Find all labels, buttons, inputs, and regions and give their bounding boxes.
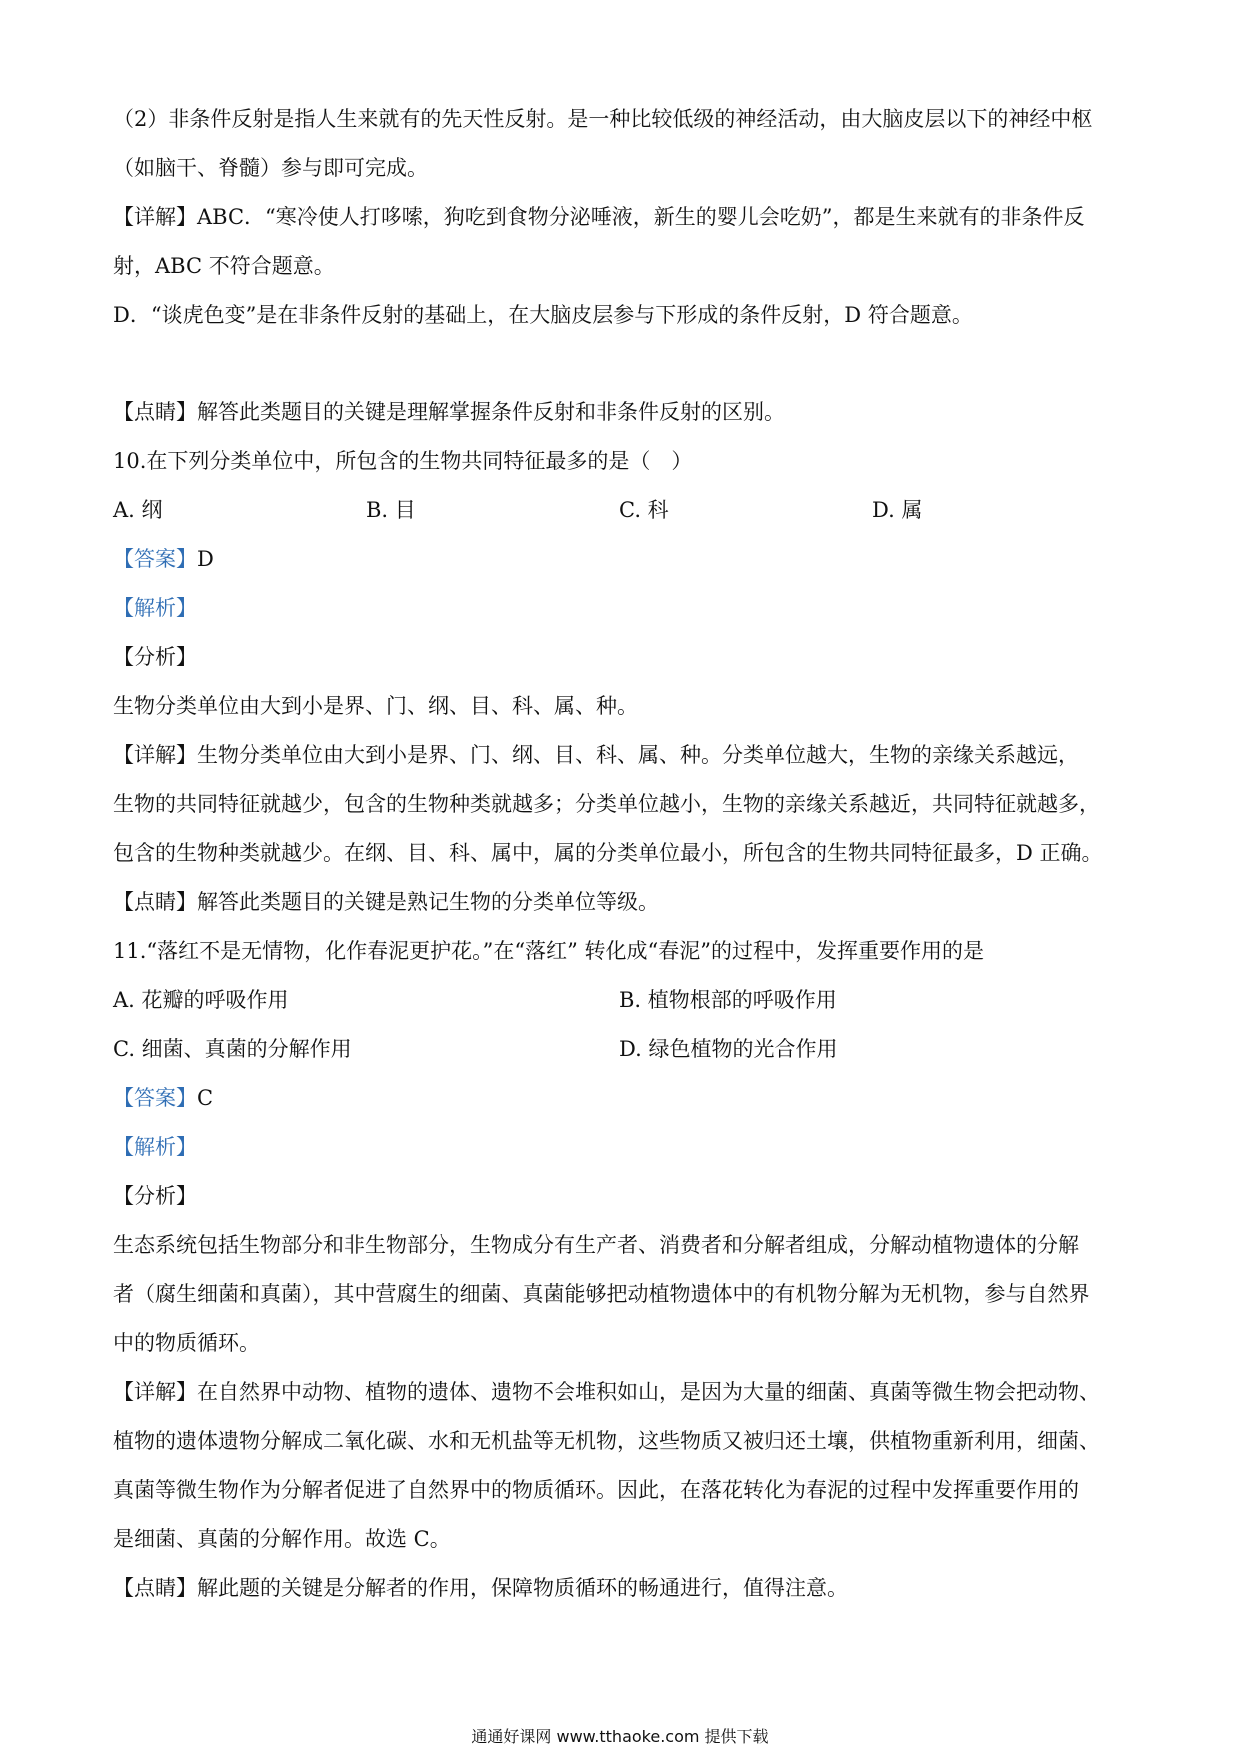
page-footer: 通通好课网 www.tthaoke.com 提供下载 [471, 1727, 769, 1746]
detail-line: 【详解】ABC．“寒冷使人打哆嗦，狗吃到食物分泌唾液，新生的婴儿会吃奶”，都是生来就有的非条件反 [113, 205, 1085, 229]
fenxi-label: 【分析】 [113, 645, 197, 669]
dianjing-line: 【点睛】解答此类题目的关键是理解掌握条件反射和非条件反射的区别。 [113, 400, 785, 424]
fenxi-line: 者（腐生细菌和真菌），其中营腐生的细菌、真菌能够把动植物遗体中的有机物分解为无机物，参与自然界 [113, 1282, 1090, 1306]
dianjing-line: 【点睛】解答此类题目的关键是熟记生物的分类单位等级。 [113, 890, 659, 914]
detail-line: D．“谈虎色变”是在非条件反射的基础上，在大脑皮层参与下形成的条件反射，D 符合题意。 [113, 303, 973, 327]
answer-value: D [197, 547, 214, 571]
option-c: C. 细菌、真菌的分解作用 [113, 1037, 352, 1061]
detail-line: 【详解】生物分类单位由大到小是界、门、纲、目、科、属、种。分类单位越大，生物的亲缘关系越远， [113, 743, 1079, 767]
dianjing-line: 【点睛】解此题的关键是分解者的作用，保障物质循环的畅通进行，值得注意。 [113, 1576, 848, 1600]
option-b: B. 目 [366, 498, 416, 522]
analysis-label: 【解析】 [113, 596, 197, 620]
answer-label: 【答案】 [113, 547, 197, 571]
detail-line: 植物的遗体遗物分解成二氧化碳、水和无机盐等无机物，这些物质又被归还土壤，供植物重新利用，细菌、 [113, 1429, 1100, 1453]
detail-line: 是细菌、真菌的分解作用。故选 C。 [113, 1527, 451, 1551]
detail-line: 射，ABC 不符合题意。 [113, 254, 335, 278]
paragraph-line: （2）非条件反射是指人生来就有的先天性反射。是一种比较低级的神经活动，由大脑皮层以下的神经中枢 [113, 107, 1093, 131]
answer-line [113, 1083, 1133, 1113]
fenxi-label: 【分析】 [113, 1184, 197, 1208]
detail-line: 包含的生物种类就越少。在纲、目、科、属中，属的分类单位最小，所包含的生物共同特征最多，D 正确。 [113, 841, 1103, 865]
fenxi-line: 生态系统包括生物部分和非生物部分，生物成分有生产者、消费者和分解者组成，分解动植物遗体的分解 [113, 1233, 1079, 1257]
analysis-label: 【解析】 [113, 1135, 197, 1159]
option-d: D. 属 [872, 498, 923, 522]
detail-line: 生物的共同特征就越少，包含的生物种类就越多；分类单位越小，生物的亲缘关系越近，共同特征就越多， [113, 792, 1100, 816]
option-a: A. 纲 [113, 498, 163, 522]
question-stem: 10.在下列分类单位中，所包含的生物共同特征最多的是（ ） [113, 449, 693, 473]
answer-label: 【答案】 [113, 1086, 197, 1110]
detail-line: 【详解】在自然界中动物、植物的遗体、遗物不会堆积如山，是因为大量的细菌、真菌等微生物会把动物、 [113, 1380, 1100, 1404]
answer-line [113, 544, 1133, 574]
answer-value: C [197, 1086, 214, 1110]
fenxi-line: 生物分类单位由大到小是界、门、纲、目、科、属、种。 [113, 694, 638, 718]
paragraph-line: （如脑干、脊髓）参与即可完成。 [113, 156, 428, 180]
option-b: B. 植物根部的呼吸作用 [619, 988, 837, 1012]
option-a: A. 花瓣的呼吸作用 [113, 988, 289, 1012]
detail-line: 真菌等微生物作为分解者促进了自然界中的物质循环。因此，在落花转化为春泥的过程中发挥重要作用的 [113, 1478, 1079, 1502]
option-c: C. 科 [619, 498, 669, 522]
fenxi-line: 中的物质循环。 [113, 1331, 260, 1355]
option-d: D. 绿色植物的光合作用 [619, 1037, 838, 1061]
question-stem: 11.“落红不是无情物，化作春泥更护花。”在“落红” 转化成“春泥”的过程中，发挥重要作用的是 [113, 939, 984, 963]
